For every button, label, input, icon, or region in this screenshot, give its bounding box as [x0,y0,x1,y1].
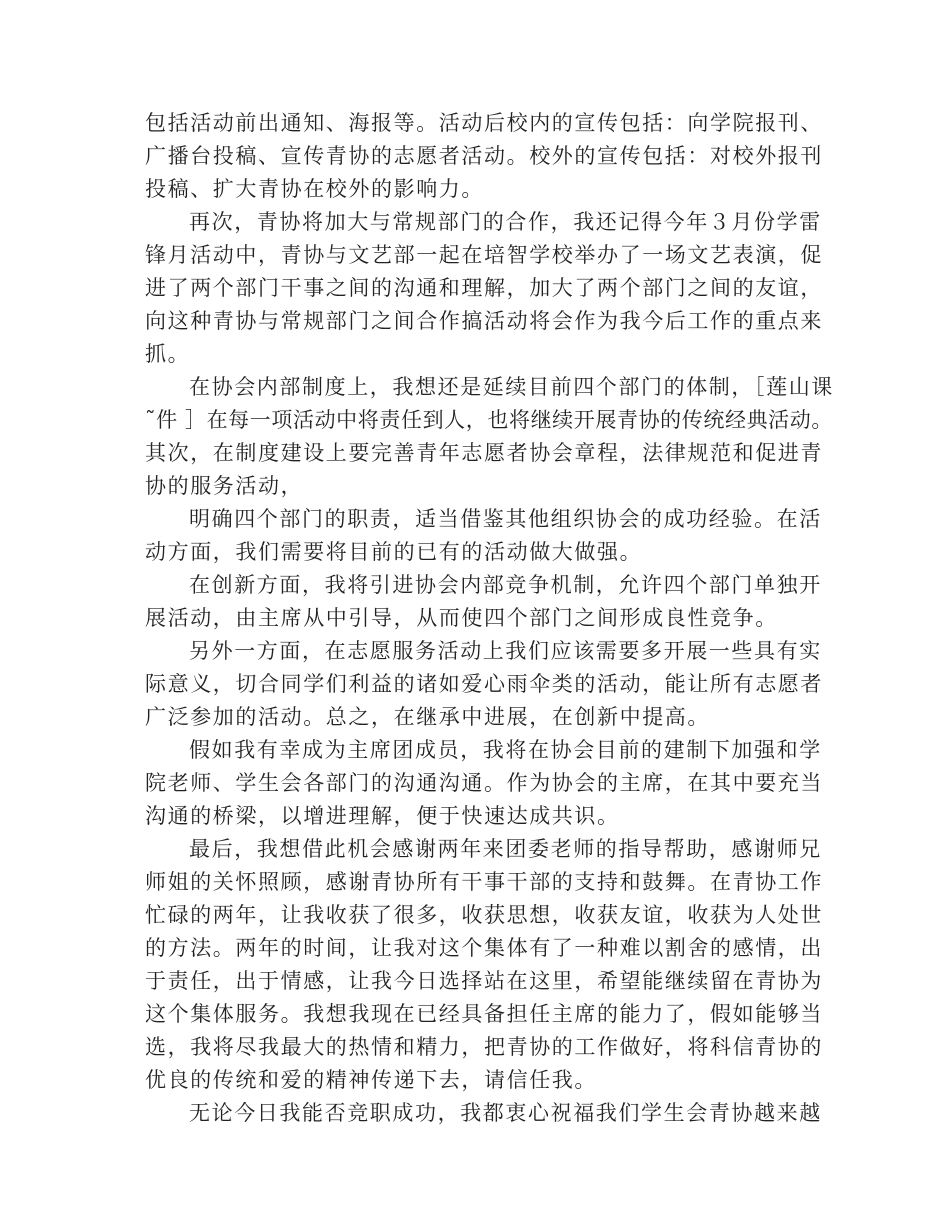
text-line: 展活动，由主席从中引导，从而使四个部门之间形成良性竞争。 [145,606,778,630]
text-line: 动方面，我们需要将目前的已有的活动做大做强。 [145,540,643,564]
text-line: 际意义，切合同学们利益的诸如爱心雨伞类的活动，能让所有志愿者 [145,672,823,696]
text-line: 忙碌的两年，让我收获了很多，收获思想，收获友谊，收获为人处世 [145,903,823,927]
text-line: 师姐的关怀照顾，感谢青协所有干事干部的支持和鼓舞。在青协工作 [145,870,823,894]
text-line: 优良的传统和爱的精神传递下去，请信任我。 [145,1068,597,1092]
paragraph-first-line: 明确四个部门的职责，适当借鉴其他组织协会的成功经验。在活 [189,507,822,531]
text-line: 包括活动前出通知、海报等。活动后校内的宣传包括：向学院报刊、 [145,111,823,135]
text-line: 抓。 [145,342,191,366]
text-line: 这个集体服务。我想我现在已经具备担任主席的能力了，假如能够当 [145,1002,823,1026]
text-line: 院老师、学生会各部门的沟通沟通。作为协会的主席，在其中要充当 [145,771,823,795]
paragraph-first-line: 在协会内部制度上，我想还是延续目前四个部门的体制，［莲山课 [189,375,834,399]
text-line: 的方法。两年的时间，让我对这个集体有了一种难以割舍的感情，出 [145,936,823,960]
text-line: 沟通的桥梁，以增进理解，便于快速达成共识。 [145,804,620,828]
text-line: 选，我将尽我最大的热情和精力，把青协的工作做好，将科信青协的 [145,1035,823,1059]
paragraph-first-line: 再次，青协将加大与常规部门的合作，我还记得今年３月份学雷 [189,210,822,234]
text-line: ˜件 ］在每一项活动中将责任到人，也将继续开展青协的传统经典活动。 [145,408,833,432]
paragraph-first-line: 另外一方面，在志愿服务活动上我们应该需要多开展一些具有实 [189,639,822,663]
text-line: 广播台投稿、宣传青协的志愿者活动。校外的宣传包括：对校外报刊 [145,144,823,168]
text-line: 投稿、扩大青协在校外的影响力。 [145,177,484,201]
text-line: 于责任，出于情感，让我今日选择站在这里，希望能继续留在青协为 [145,969,823,993]
text-line: 进了两个部门干事之间的沟通和理解，加大了两个部门之间的友谊， [145,276,823,300]
text-line: 锋月活动中，青协与文艺部一起在培智学校举办了一场文艺表演，促 [145,243,823,267]
text-line: 协的服务活动， [145,474,304,498]
paragraph-first-line: 无论今日我能否竞职成功，我都衷心祝福我们学生会青协越来越 [189,1101,822,1125]
text-line: 其次，在制度建设上要完善青年志愿者协会章程，法律规范和促进青 [145,441,823,465]
paragraph-first-line: 假如我有幸成为主席团成员，我将在协会目前的建制下加强和学 [189,738,822,762]
paragraph-first-line: 在创新方面，我将引进协会内部竞争机制，允许四个部门单独开 [189,573,822,597]
text-line: 广泛参加的活动。总之，在继承中进展，在创新中提高。 [145,705,710,729]
text-line: 向这种青协与常规部门之间合作搞活动将会作为我今后工作的重点来 [145,309,823,333]
paragraph-first-line: 最后，我想借此机会感谢两年来团委老师的指导帮助，感谢师兄 [189,837,822,861]
